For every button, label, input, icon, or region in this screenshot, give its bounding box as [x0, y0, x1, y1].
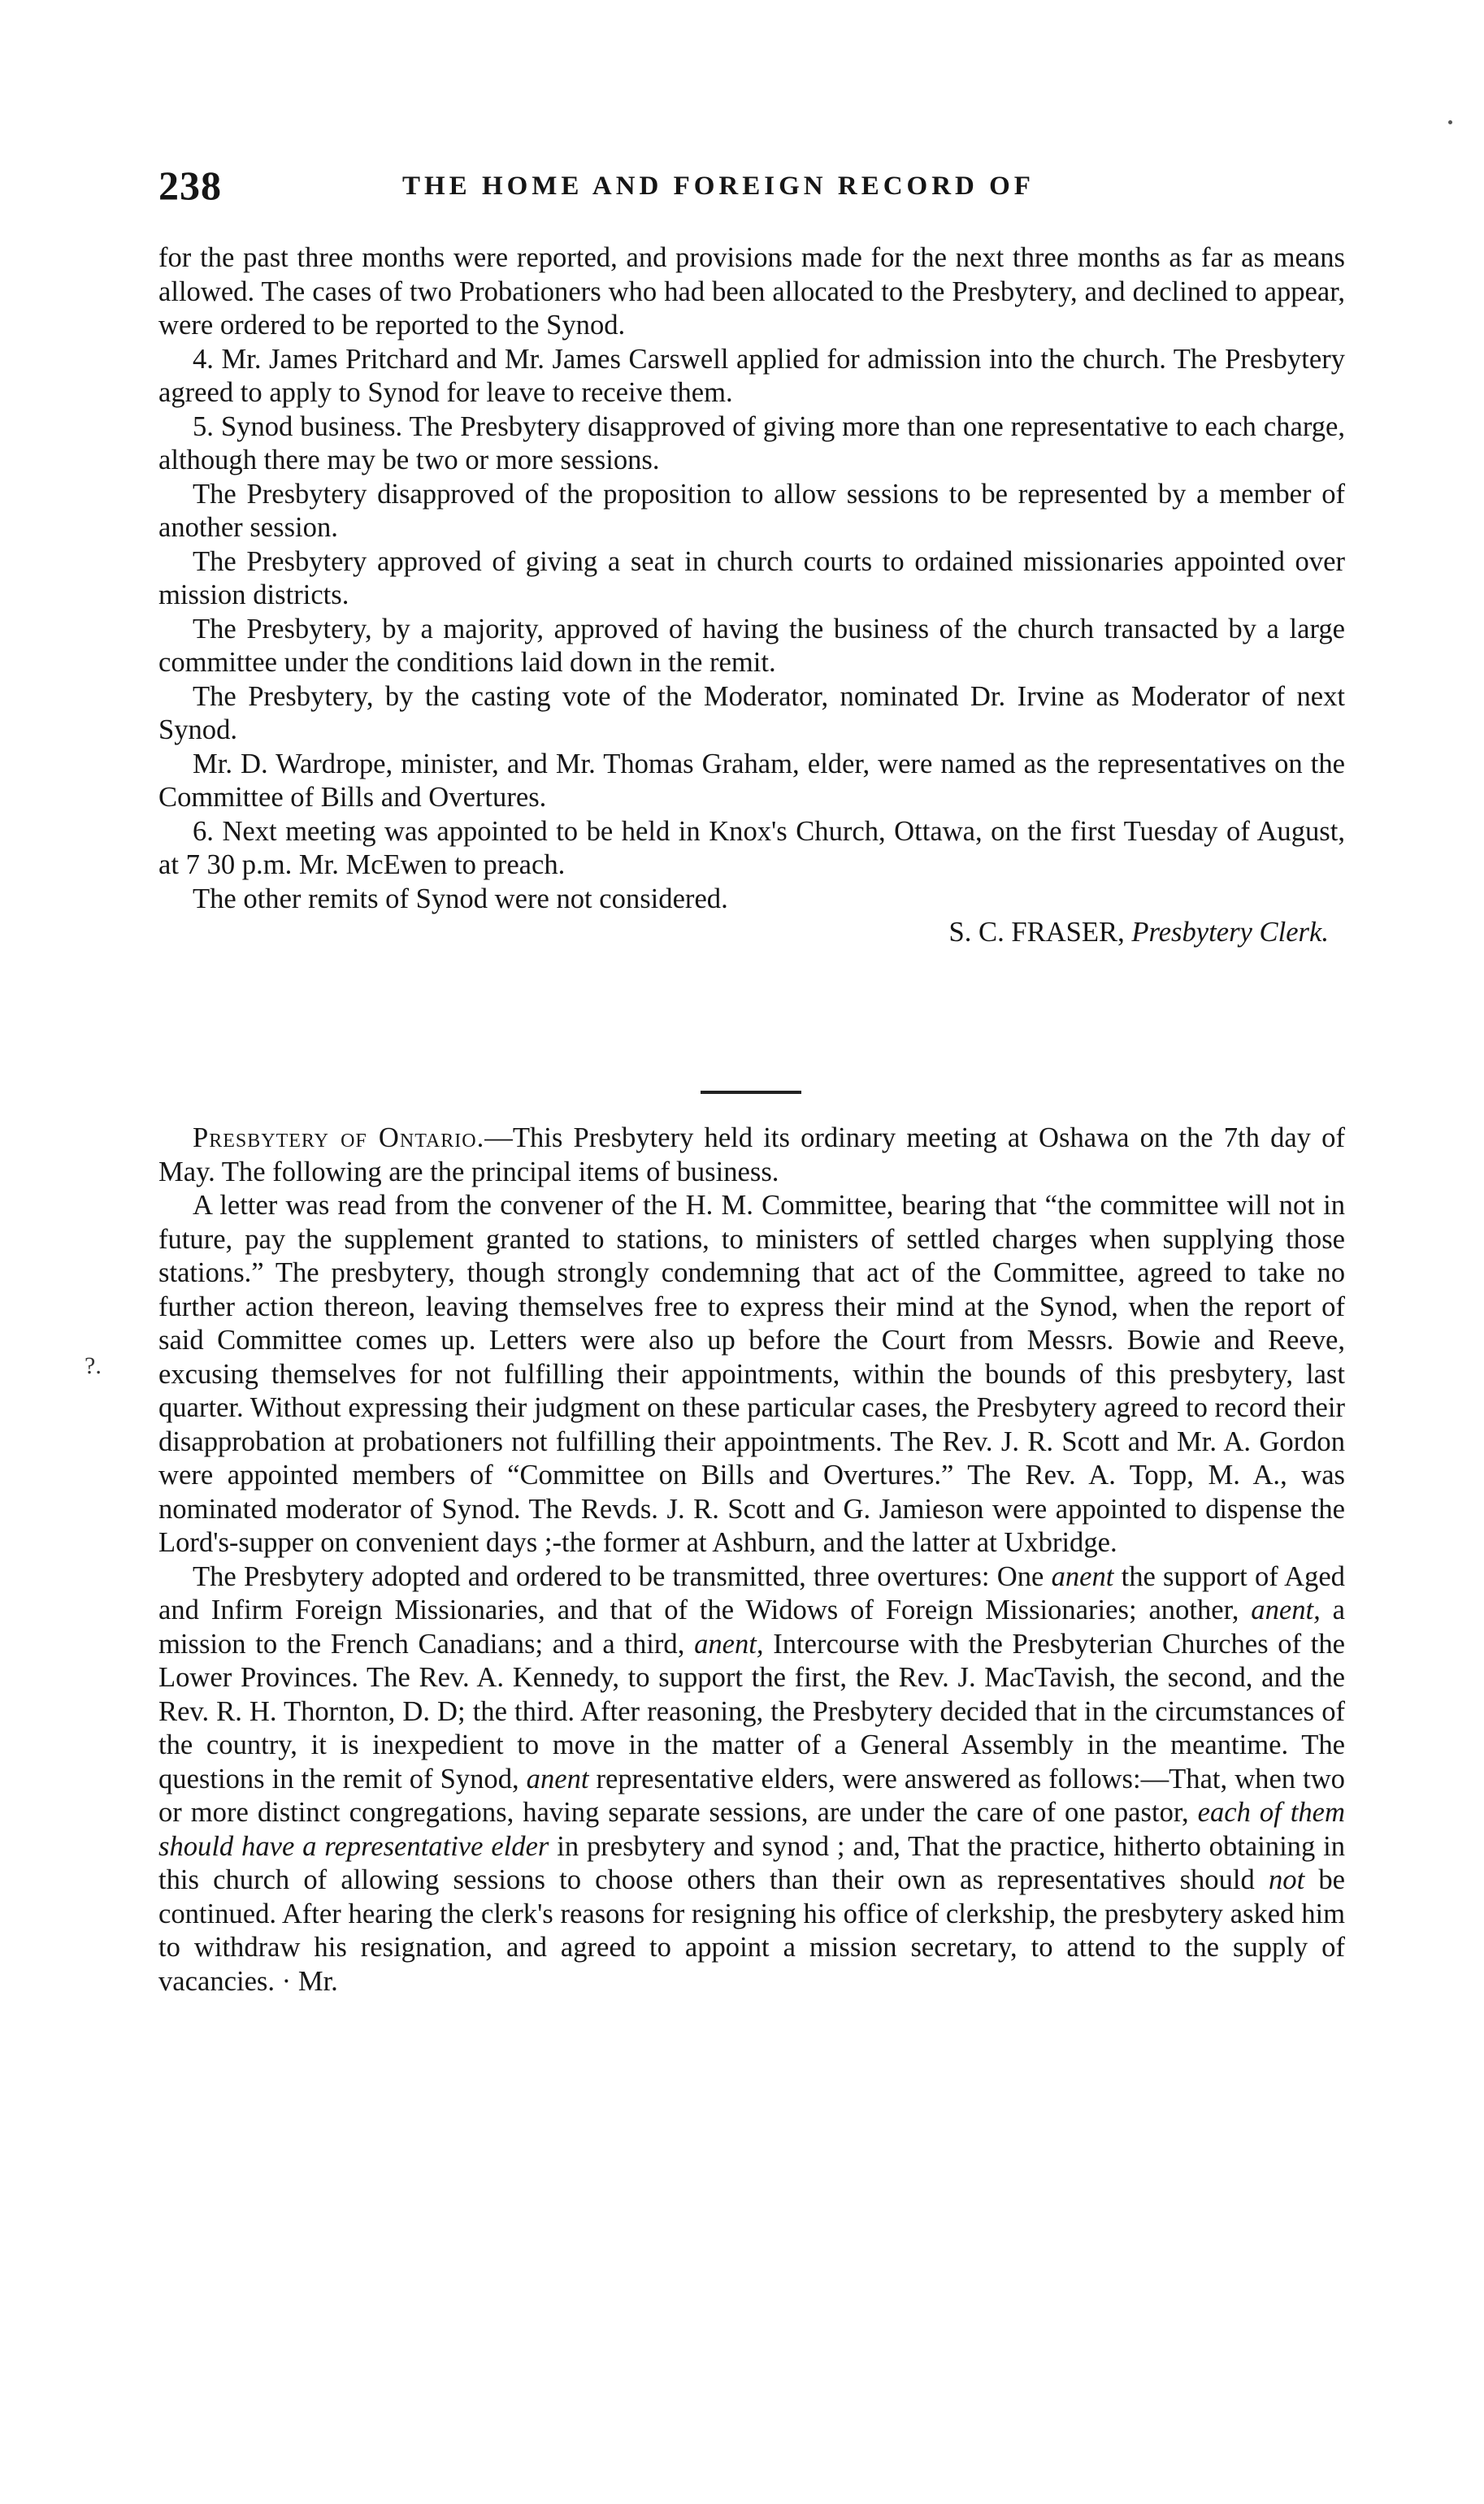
page-header	[158, 161, 1345, 210]
paragraph: 4. Mr. James Pritchard and Mr. James Carswell applied for admission into the church. The Presbytery agreed to apply to Synod for leave to receive them.	[158, 343, 1345, 408]
italic-run: anent,	[694, 1628, 764, 1660]
signature-title: Presbytery Clerk.	[1131, 917, 1329, 948]
text-run: The Presbytery adopted and ordered to be transmitted, three overtures: One	[193, 1560, 1044, 1592]
paragraph: A letter was read from the convener of the H. M. Committee, bearing that “the committee will not in future, pay the supplement granted to stations, to ministers of settled charges when supplying those stations.” The presbytery, though strongly condemning that act of the Committee, agreed to take no further action thereon, leaving themselves free to express their mind at the Synod, when the report of said Committee comes up. Letters were also up before the Court from Messrs. Bowie and Reeve, excusing themselves for not fulfilling their appointments, within the bounds of this presbytery, last quarter. Without expressing their judgment on these particular cases, the Presbytery agreed to record their disapprobation at probationers not fulfilling their appointments. The Rev. J. R. Scott and Mr. A. Gordon were appointed members of “Committee on Bills and Overtures.” The Rev. A. Topp, M. A., was nominated moderator of Synod. The Revds. J. R. Scott and G. Jamieson were appointed to dispense the Lord's-supper on convenient days ;-the former at Ashburn, and the latter at Uxbridge.	[158, 1190, 1345, 1558]
text-run: be continued. After hearing the clerk's reasons for resigning his office of clerkship, the presbytery asked him to withdraw his resignation, and agreed to appoint a mission secretary, to attend to the supply of vacancies. · Mr.	[158, 1864, 1345, 1997]
section-heading: Presbytery of Ontario.	[193, 1122, 485, 1153]
paragraph: The Presbytery disapproved of the proposition to allow sessions to be represented by a member of another session.	[158, 478, 1345, 543]
paragraph: 5. Synod business. The Presbytery disapproved of giving more than one representative to each charge, although there may be two or more sessions.	[158, 410, 1345, 475]
text-run: the support of Aged and Infirm Foreign Missionaries, and that of the Widows of Foreign Missionaries; another,	[158, 1560, 1345, 1625]
text-run: a mission to the French Canadians; and a third,	[158, 1595, 1345, 1660]
margin-mark: ?.	[85, 1352, 102, 1379]
corner-dot	[1448, 120, 1452, 124]
italic-run: each of them should have a representative elder	[158, 1797, 1345, 1862]
paragraph: 6. Next meeting was appointed to be held in Knox's Church, Ottawa, on the first Tuesday of August, at 7 30 p.m. Mr. McEwen to preach.	[158, 815, 1345, 880]
italic-run: anent,	[1251, 1595, 1321, 1625]
section-divider	[701, 1091, 801, 1094]
ottawa-presbytery-minutes	[158, 241, 1345, 950]
italic-run: anent	[1051, 1560, 1114, 1592]
paragraph-text: —This Presbytery held its ordinary meeting at Oshawa on the 7th day of May. The following are the principal items of business.	[158, 1122, 1345, 1187]
text-run: representative elders, were answered as follows:—That, when two or more distinct congregations, having separate sessions, are under the care of one pastor,	[158, 1763, 1345, 1828]
paragraph	[158, 1560, 1345, 1999]
italic-run: anent	[526, 1763, 589, 1794]
paragraph: The Presbytery, by a majority, approved of having the business of the church transacted by a large committee under the conditions laid down in the remit.	[158, 613, 1345, 678]
ontario-presbytery-minutes	[158, 1122, 1345, 1998]
paragraph: for the past three months were reported, and provisions made for the next three months as far as means allowed. The cases of two Probationers who had been allocated to the Presbytery, and declined to appear, were ordered to be reported to the Synod.	[158, 242, 1345, 341]
paragraph: The other remits of Synod were not considered.	[193, 883, 728, 914]
page-number: 238	[158, 163, 222, 208]
paragraph: The Presbytery approved of giving a seat in church courts to ordained missionaries appointed over mission districts.	[158, 545, 1345, 610]
signature-name: S. C. FRASER,	[948, 917, 1125, 948]
running-title: THE HOME AND FOREIGN RECORD OF	[402, 171, 1035, 201]
text-run: Intercourse with the Presbyterian Churches of the Lower Provinces. The Rev. A. Kennedy, to support the first, the Rev. J. MacTavish, the second, and the Rev. R. H. Thornton, D. D; the third. After reasoning, the Presbytery decided that in the circumstances of the country, it is inexpedient to move in the matter of a General Assembly in the meantime. The questions in the remit of Synod,	[158, 1628, 1345, 1794]
italic-run: not	[1268, 1864, 1305, 1895]
paragraph	[158, 1122, 1345, 1189]
signature	[158, 916, 1345, 950]
text-run: in presbytery and synod ; and, That the practice, hitherto obtaining in this church of allowing sessions to choose others than their own as representatives should	[158, 1830, 1345, 1895]
paragraph: The Presbytery, by the casting vote of the Moderator, nominated Dr. Irvine as Moderator of next Synod.	[158, 680, 1345, 745]
paragraph: Mr. D. Wardrope, minister, and Mr. Thomas Graham, elder, were named as the representatives on the Committee of Bills and Overtures.	[158, 748, 1345, 813]
